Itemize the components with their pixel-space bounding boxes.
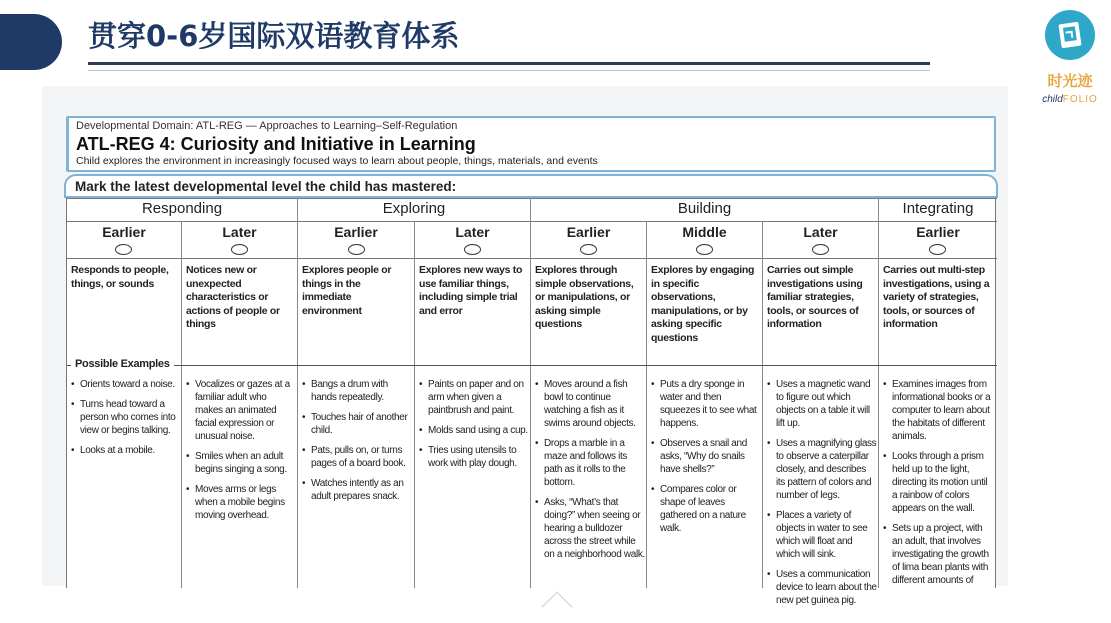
- level-header: Later: [803, 224, 838, 240]
- level-header: Earlier: [566, 224, 611, 240]
- level-header: Later: [222, 224, 257, 240]
- examples-column: [881, 378, 995, 594]
- possible-examples-label: Possible Examples: [71, 358, 174, 370]
- level-descriptor: Explores by engaging in specific observations, manipulations, or by asking specific questions: [651, 264, 755, 344]
- level-radio-responding-earlier[interactable]: [115, 244, 132, 255]
- level-radio-building-earlier[interactable]: [580, 244, 597, 255]
- header-accent-tab: [0, 14, 62, 70]
- example-item: • Looks at a mobile.: [69, 444, 179, 457]
- measure-description: Child explores the environment in increasingly focused ways to learn about people, things, materials, and events: [76, 155, 598, 167]
- level-radio-responding-later[interactable]: [231, 244, 248, 255]
- example-item: • Looks through a prism held up to the light, directing its motion until a rainbow of colors appears on the wall.: [881, 450, 995, 515]
- group-exploring: Exploring: [382, 200, 446, 217]
- example-item: • Uses a magnetic wand to figure out which objects on a table it will lift up.: [765, 378, 877, 430]
- level-header: Earlier: [334, 224, 378, 240]
- level-radio-building-later[interactable]: [812, 244, 829, 255]
- level-radio-integrating-earlier[interactable]: [929, 244, 946, 255]
- level-radio-exploring-earlier[interactable]: [348, 244, 365, 255]
- slide-chevron-up-icon: [541, 591, 572, 622]
- example-item: • Drops a marble in a maze and follows its path as it rolls to the bottom.: [533, 437, 645, 489]
- level-descriptor: Carries out multi-step investigations, using a variety of strategies, tools, or sources of information: [883, 264, 990, 330]
- examples-column: [533, 378, 645, 568]
- example-item: • Smiles when an adult begins singing a song.: [184, 450, 295, 476]
- example-item: • Moves around a fish bowl to continue watching a fish as it swims around objects.: [533, 378, 645, 430]
- instruction-bar: [64, 174, 998, 198]
- example-item: • Paints on paper and on arm when given a paintbrush and paint.: [417, 378, 528, 417]
- level-descriptor: Notices new or unexpected characteristics or actions of people or things: [186, 264, 280, 330]
- examples-column: [69, 378, 179, 464]
- example-item: • Sets up a project, with an adult, that involves investigating the growth of lima bean plants with different amounts of: [881, 522, 995, 587]
- level-descriptor: Carries out simple investigations using familiar strategies, tools, or sources of information: [767, 264, 863, 330]
- example-item: • Moves arms or legs when a mobile begins moving overhead.: [184, 483, 295, 522]
- brand-logo: [1033, 10, 1107, 110]
- level-descriptor: Responds to people, things, or sounds: [71, 264, 169, 290]
- assessment-sheet: [42, 86, 1008, 606]
- level-header: Earlier: [916, 224, 960, 240]
- domain-header: [66, 116, 996, 172]
- level-descriptor: Explores people or things in the immediate environment: [302, 264, 392, 317]
- level-descriptor: Explores through simple observations, or manipulations, or asking simple questions: [535, 264, 634, 330]
- logo-mark-icon: [1045, 10, 1095, 60]
- domain-line: Developmental Domain: ATL-REG — Approaches to Learning–Self-Regulation: [76, 120, 458, 132]
- example-item: • Vocalizes or gazes at a familiar adult who makes an animated facial expression or unusual noise.: [184, 378, 295, 443]
- example-item: • Watches intently as an adult prepares snack.: [300, 477, 412, 503]
- example-item: • Asks, “What’s that doing?” when seeing or hearing a bulldozer across the street while on a neighborhood walk.: [533, 496, 645, 561]
- level-descriptor: Explores new ways to use familiar things, including simple trial and error: [419, 264, 523, 317]
- examples-column: [765, 378, 877, 614]
- example-item: • Turns head toward a person who comes into view or begins talking.: [69, 398, 179, 437]
- example-item: • Molds sand using a cup.: [417, 424, 528, 437]
- examples-column: [649, 378, 761, 542]
- example-item: • Examines images from informational books or a computer to learn about the habitats of different animals.: [881, 378, 995, 443]
- title-underline-thin: [88, 70, 930, 71]
- instruction-text: Mark the latest developmental level the child has mastered:: [75, 179, 457, 194]
- logo-english-text: childFOLIO: [1042, 94, 1098, 105]
- level-header: Earlier: [102, 224, 146, 240]
- level-header: Middle: [682, 224, 727, 240]
- example-item: • Places a variety of objects in water to see which will float and which will sink.: [765, 509, 877, 561]
- slide-title: 贯穿0-6岁国际双语教育体系: [88, 19, 460, 53]
- group-responding: Responding: [141, 200, 223, 217]
- level-radio-exploring-later[interactable]: [464, 244, 481, 255]
- logo-chinese-text: 时光迹: [1047, 72, 1093, 90]
- level-radio-building-middle[interactable]: [696, 244, 713, 255]
- example-item: • Bangs a drum with hands repeatedly.: [300, 378, 412, 404]
- example-item: • Orients toward a noise.: [69, 378, 179, 391]
- example-item: • Uses a communication device to learn about the new pet guinea pig.: [765, 568, 877, 607]
- examples-column: [300, 378, 412, 510]
- possible-examples-divider: [67, 365, 997, 366]
- examples-column: [184, 378, 295, 529]
- example-item: • Observes a snail and asks, “Why do snails have shells?”: [649, 437, 761, 476]
- example-item: • Uses a magnifying glass to observe a caterpillar closely, and describes its pattern of colors and number of legs.: [765, 437, 877, 502]
- examples-column: [417, 378, 528, 477]
- measure-title: ATL-REG 4: Curiosity and Initiative in Learning: [76, 134, 476, 154]
- example-item: • Tries using utensils to work with play dough.: [417, 444, 528, 470]
- group-building: Building: [677, 200, 732, 217]
- group-integrating: Integrating: [902, 200, 974, 217]
- example-item: • Puts a dry sponge in water and then squeezes it to see what happens.: [649, 378, 761, 430]
- title-underline: [88, 62, 930, 65]
- example-item: • Touches hair of another child.: [300, 411, 412, 437]
- level-header: Later: [455, 224, 490, 240]
- example-item: • Pats, pulls on, or turns pages of a board book.: [300, 444, 412, 470]
- rating-grid: [66, 198, 996, 606]
- example-item: • Compares color or shape of leaves gathered on a nature walk.: [649, 483, 761, 535]
